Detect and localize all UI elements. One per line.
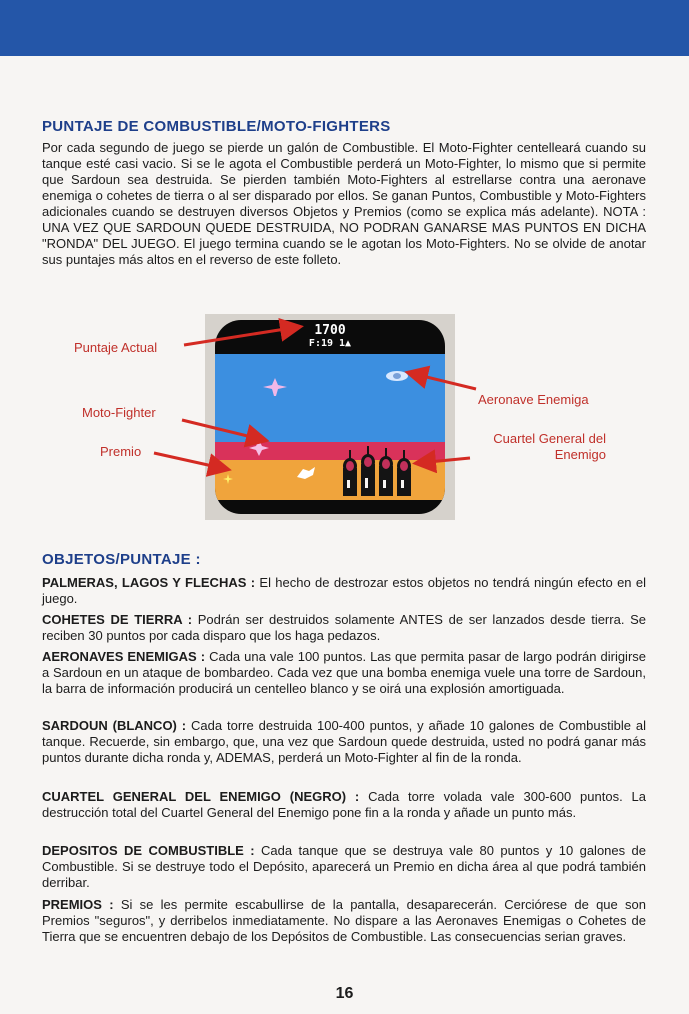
item-text: Si se les permite escabullirse de la pantalla, desaparecerán. Cerciórese de que son Premios "seguros", y derribelos inmediatamente. No dispare a las Aeronaves Enemigas o Cohetes de Tierra que se encuentren debajo de los Depósitos de Combustible. Las consecuencias serian graves.	[42, 897, 646, 944]
label-moto-fighter: Moto-Fighter	[82, 405, 156, 420]
label-enemy-hq-line2: Enemigo	[554, 447, 606, 462]
item-term: COHETES DE TIERRA :	[42, 612, 193, 627]
prize-icon	[223, 474, 233, 484]
item-text: Cada torre volada vale 300-600 puntos. La destrucción total del Cuartel General del Enemigo pone fin a la ronda y añade un punto más.	[42, 789, 646, 820]
score-display: 1700	[314, 323, 346, 338]
moto-fighter-icon	[295, 465, 317, 481]
item-text: Cada tanque que se destruya vale 80 puntos y 10 galones de Combustible. Si se destruye todo el Depósito, aparecerá un Premio en dicha área al que podrá también derribar.	[42, 843, 647, 890]
item-depositos	[42, 843, 646, 891]
fuel-display: F:19 1▲	[308, 338, 352, 349]
page-number: 16	[335, 985, 354, 1002]
item-term: PREMIOS :	[42, 897, 114, 912]
item-text: Cada una vale 100 puntos. Las que permita pasar de largo podrán dirigirse a Sardoun en un ataque de bombardeo. Cada vez que una bomba enemiga vuele una torre de Sardoun, la barra de información producirá un centelleo blanco y se oirá una explosión amortiguada.	[42, 649, 647, 696]
label-current-score: Puntaje Actual	[74, 340, 158, 355]
item-term: PALMERAS, LAGOS Y FLECHAS :	[42, 575, 256, 590]
item-cohetes	[42, 612, 646, 644]
label-enemy-hq	[470, 431, 606, 463]
item-palmeras	[42, 575, 646, 607]
item-term: AERONAVES ENEMIGAS :	[42, 649, 206, 664]
enemy-headquarters-icon	[341, 446, 417, 496]
item-premios	[42, 897, 646, 945]
item-sardoun	[42, 718, 646, 766]
item-text: Podrán ser destruidos solamente ANTES de ser lanzados desde tierra. Se reciben 30 puntos por cada disparo que los haga pedazos.	[42, 612, 646, 643]
item-cuartel	[42, 789, 646, 821]
enemy-aircraft-icon	[263, 378, 287, 396]
fuel-paragraph: Por cada segundo de juego se pierde un galón de Combustible. El Moto-Fighter centelleará cuando su tanque esté casi vacio. Si se le agota el Combustible perderá un Moto-Fighter, lo mismo que si permite que Sardoun sea destruida. Se pierden también Moto-Fighters al estrellarse contra una aeronave enemiga o cohetes de tierra o al ser disparado por ellos. Se ganan Puntos, Combustible y Moto-Fighters adicionales cuando se destruyen diversos Objetos y Premios (como se explica más adelante). NOTA : UNA VEZ QUE SARDOUN QUEDE DESTRUIDA, NO PODRAN GANARSE MAS PUNTOS EN DICHA "RONDA" DEL JUEGO. El juego termina cuando se le agotan los Moto-Fighters. No se olvide de anotar sus puntajes más altos en el reverso de este folleto.	[42, 140, 646, 267]
section-title-fuel: PUNTAJE DE COMBUSTIBLE/MOTO-FIGHTERS	[42, 118, 391, 135]
item-term: CUARTEL GENERAL DEL ENEMIGO (NEGRO) :	[42, 789, 360, 804]
item-aeronaves	[42, 649, 646, 697]
enemy-aircraft-icon	[385, 370, 409, 382]
tv-screen	[215, 320, 445, 514]
moto-fighter-icon	[249, 440, 269, 456]
game-screenshot	[205, 314, 455, 520]
label-prize: Premio	[100, 444, 142, 459]
label-enemy-hq-line1: Cuartel General del	[493, 431, 606, 446]
item-text: El hecho de destrozar estos objetos no tendrá ningún efecto en el juego.	[42, 575, 646, 606]
label-enemy-aircraft: Aeronave Enemiga	[478, 392, 589, 407]
top-color-band	[0, 0, 689, 56]
item-term: SARDOUN (BLANCO) :	[42, 718, 187, 733]
sky-area	[215, 354, 445, 442]
item-text: Cada torre destruida 100-400 puntos, y añade 10 galones de Combustible al tanque. Recuerde, sin embargo, que, una vez que Sardoun quede destruida, usted no podrá ganar más puntos durante dicha ronda y, ADEMAS, perderá un Moto-Fighter al fin de la ronda.	[42, 718, 646, 765]
section-title-objects: OBJETOS/PUNTAJE :	[42, 551, 201, 568]
item-term: DEPOSITOS DE COMBUSTIBLE :	[42, 843, 255, 858]
